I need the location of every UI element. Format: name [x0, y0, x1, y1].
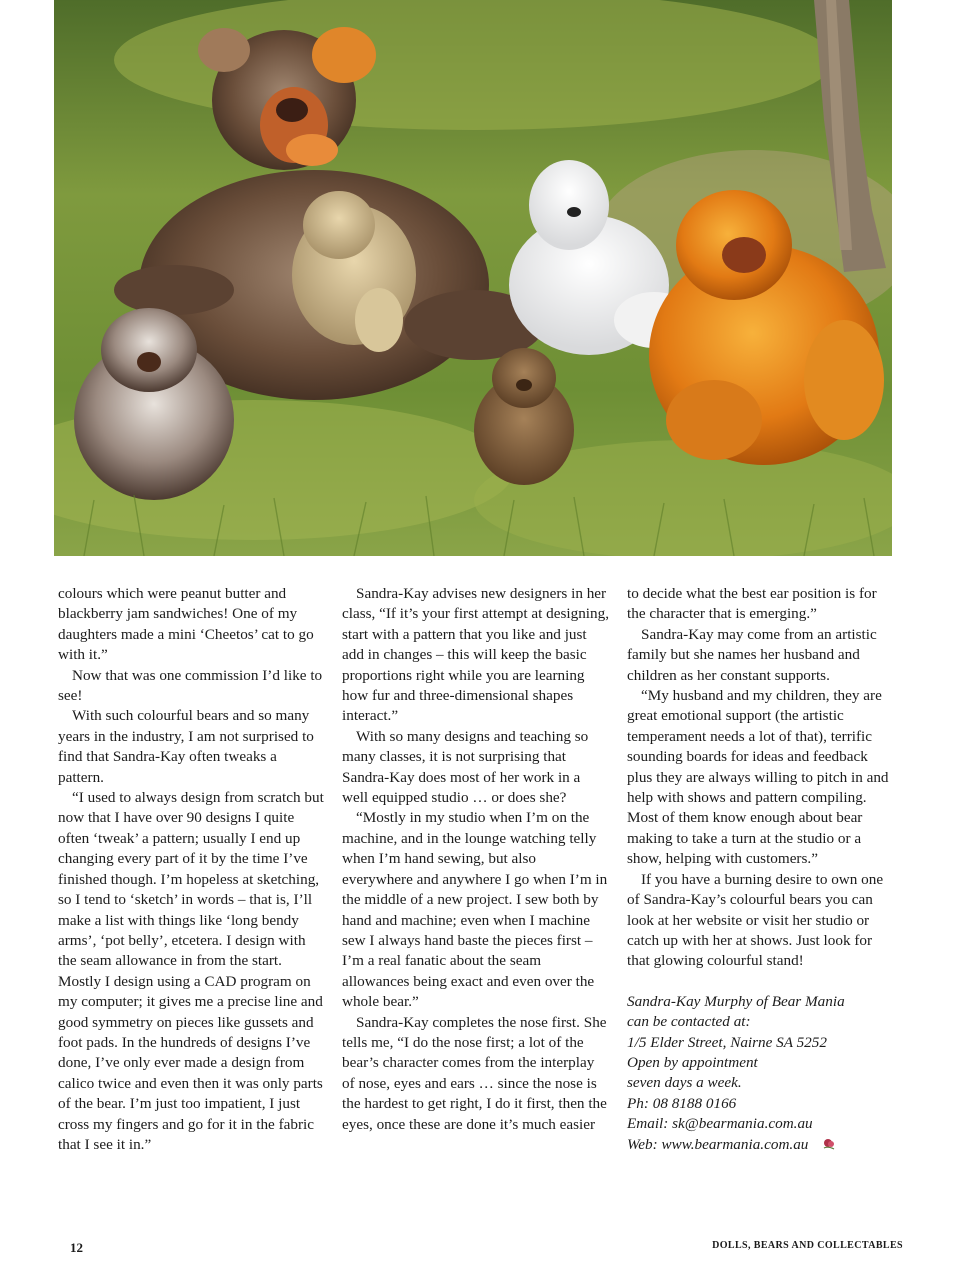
paragraph: “Mostly in my studio when I’m on the machine, and in the lounge watching telly when I’m hand sewing, but also everywhere and anywhere I go when I’m in the middle of a new project. I sew both by hand and machine; even when I machine sew I always hand baste the pieces first – I’m a real fanatic about the seam allowances being exact and even over the whole bear.”: [342, 809, 608, 1011]
paragraph: With such colourful bears and so many years in the industry, I am not surprised to find that Sandra-Kay often tweaks a pattern.: [58, 707, 314, 786]
contact-web-line: [627, 1135, 895, 1155]
paragraph: “My husband and my children, they are great emotional support (the artistic temperament needs a lot of that), terrific sounding boards for ideas and feedback plus they are always willing to pitch in and help with shows and pattern compiling. Most of them know enough about bear making to take a turn at the studio or a show, helping with customers.”: [627, 687, 889, 868]
paragraph: Sandra-Kay advises new designers in her class, “If it’s your first attempt at designing, start with a pattern that you like and just add in changes – this will keep the basic proportions right while you are learning how fur and three-dimensional shapes interact.”: [342, 585, 609, 725]
contact-days: seven days a week.: [627, 1074, 742, 1092]
article-column-3: [627, 584, 895, 1155]
paragraph: Now that was one commission I’d like to see!: [58, 666, 323, 705]
contact-intro: can be contacted at:: [627, 1013, 751, 1031]
article-column-1: [58, 584, 326, 1155]
paragraph: Sandra-Kay completes the nose first. She tells me, “I do the nose first; a lot of the bear’s character comes from the interplay of nose, eyes and ears … since the nose is the hardest to get right, I do it first, then the eyes, once these are done it’s much easier: [342, 1013, 607, 1133]
rose-end-mark-icon: [822, 1138, 836, 1150]
contact-hours: Open by appointment: [627, 1053, 758, 1071]
paragraph: With so many designs and teaching so many classes, it is not surprising that Sandra-Kay does most of her work in a well equipped studio … or does she?: [342, 727, 589, 807]
contact-email: Email: sk@bearmania.com.au: [627, 1115, 813, 1133]
contact-address: 1/5 Elder Street, Nairne SA 5252: [627, 1033, 827, 1051]
contact-info: [627, 992, 895, 1155]
contact-name: Sandra-Kay Murphy of Bear Mania: [627, 992, 845, 1010]
contact-phone: Ph: 08 8188 0166: [627, 1094, 737, 1112]
paragraph: to decide what the best ear position is for the character that is emerging.”: [627, 585, 877, 623]
page-number: 12: [70, 1240, 83, 1255]
paragraph: If you have a burning desire to own one of Sandra-Kay’s colourful bears you can look at her website or visit her studio or catch up with her at shows. Just look for that glowing colourful stand!: [627, 870, 884, 970]
paragraph: “I used to always design from scratch but now that I have over 90 designs I quite often ‘tweak’ a pattern; usually I end up changing every part of it by the time I’ve finished though. I’m hopeless at sketching, so I tend to ‘sketch’ in words – that is, I’ll make a list with things like ‘long bendy arms’, ‘pot belly’, etcetera. I design with the seam allowance in from the start. Mostly I design using a CAD program on my computer; it gives me a precise line and good symmetry on pieces like gussets and foot pads. In the hundreds of designs I’ve done, I’ve only ever made a design from calico twice and even then it was only parts of the bear. I’m just too impatient, I just cross my fingers and go for it in the fabric that I see it in.”: [58, 789, 324, 1153]
magazine-name: DOLLS, BEARS AND COLLECTABLES: [712, 1240, 903, 1251]
teddy-bears-on-grass-photo: [54, 0, 892, 556]
paragraph: colours which were peanut butter and blackberry jam sandwiches! One of my daughters made a mini ‘Cheetos’ cat to go with it.”: [58, 585, 314, 664]
paragraph: Sandra-Kay may come from an artistic family but she names her husband and children as her constant supports.: [627, 625, 877, 684]
article-column-2: [342, 584, 610, 1135]
teddy-bears-photo: [54, 0, 892, 556]
contact-web: Web: www.bearmania.com.au: [627, 1135, 809, 1153]
